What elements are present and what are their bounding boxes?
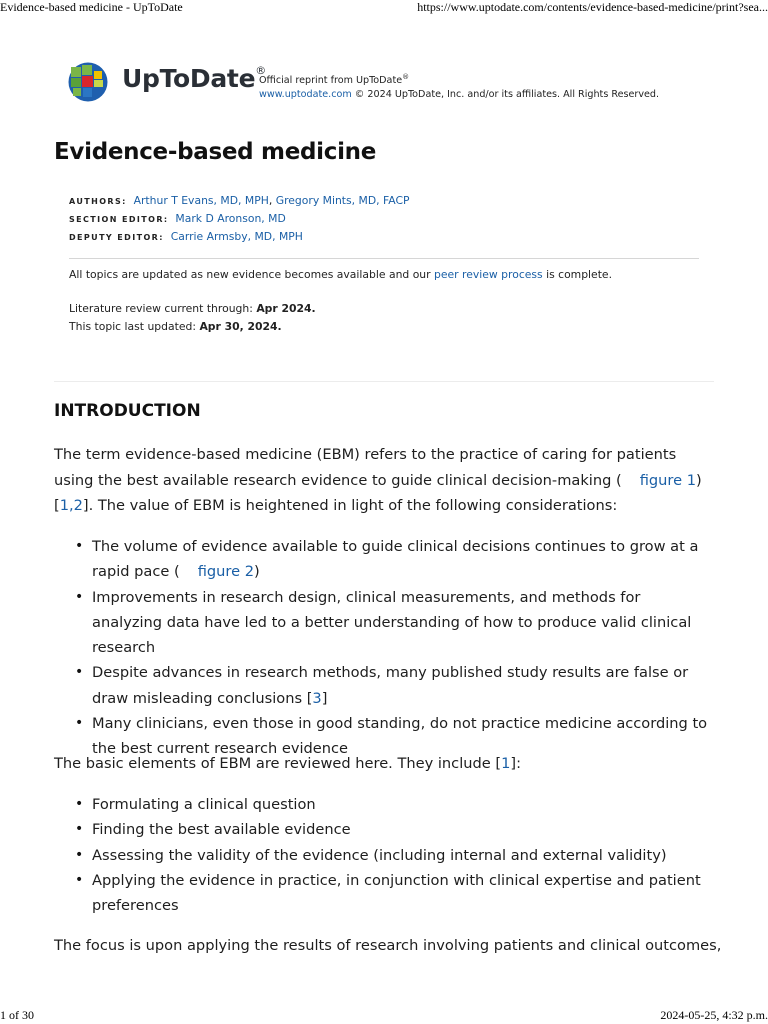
print-footer: [0, 1008, 768, 1024]
list-item: • Assessing the validity of the evidence (including internal and external validity): [72, 843, 712, 868]
considerations-list: [72, 534, 712, 762]
list-item: • Finding the best available evidence: [72, 817, 712, 842]
list-item: • Improvements in research design, clinical measurements, and methods for analyzing data have led to a better understanding of how to produce valid clinical research: [72, 585, 712, 661]
focus-paragraph: The focus is upon applying the results of research involving patients and clinical outcomes,: [54, 937, 722, 954]
brand-wordmark: UpToDate®: [122, 63, 266, 93]
reference-link[interactable]: 1: [501, 755, 511, 772]
figure-link[interactable]: figure 1: [639, 471, 697, 489]
print-page-title: Evidence-based medicine - UpToDate: [0, 0, 183, 14]
update-notice: All topics are updated as new evidence becomes available and our peer review process is complete.: [69, 268, 613, 281]
deputy-editor-link[interactable]: Carrie Armsby, MD, MPH: [170, 230, 303, 243]
list-item: • The volume of evidence available to guide clinical decisions continues to grow at a rapid pace ( figure 2): [72, 534, 712, 585]
page-title: Evidence-based medicine: [54, 139, 377, 165]
section-heading: INTRODUCTION: [54, 401, 201, 421]
list-item: • Applying the evidence in practice, in conjunction with clinical expertise and patient preferences: [72, 868, 712, 919]
list-item: • Formulating a clinical question: [72, 792, 712, 817]
site-link[interactable]: www.uptodate.com: [259, 89, 352, 101]
figure-link[interactable]: figure 2: [197, 563, 255, 581]
reference-link[interactable]: 3: [312, 689, 322, 707]
divider: [54, 381, 714, 382]
credits-block: AUTHORS: Arthur T Evans, MD, MPH, Gregory Mints, MD, FACP SECTION EDITOR: Mark D Aronson, MD DEPUTY EDITOR: Carrie Armsby, MD, MPH: [69, 194, 410, 243]
print-header: [0, 0, 768, 16]
print-datetime: 2024-05-25, 4:32 p.m.: [660, 1008, 768, 1022]
literature-review-info: Literature review current through: Apr 2024. This topic last updated: Apr 30, 2024.: [69, 302, 316, 333]
author-link[interactable]: Arthur T Evans, MD, MPH: [133, 194, 269, 207]
intro-paragraph: The term evidence-based medicine (EBM) refers to the practice of caring for patients using the best available research evidence to guide clinical decision-making ( figure 1) [1,2]. The value of EBM is heightened in light of the following considerations:: [54, 446, 702, 514]
peer-review-link[interactable]: peer review process: [434, 268, 543, 281]
elements-list: [72, 792, 712, 918]
section-editor-link[interactable]: Mark D Aronson, MD: [175, 212, 286, 225]
list-item: • Many clinicians, even those in good standing, do not practice medicine according to the best current research evidence: [72, 711, 712, 762]
author-link[interactable]: Gregory Mints, MD, FACP: [275, 194, 410, 207]
reprint-notice: Official reprint from UpToDate® www.uptodate.com © 2024 UpToDate, Inc. and/or its affiliates. All Rights Reserved.: [259, 73, 660, 101]
divider: [69, 258, 699, 259]
list-item: • Despite advances in research methods, many published study results are false or draw misleading conclusions [3]: [72, 660, 712, 711]
elements-paragraph: The basic elements of EBM are reviewed here. They include [1]:: [54, 755, 521, 772]
page-number: 1 of 30: [0, 1008, 34, 1022]
reference-link[interactable]: 1,2: [59, 497, 83, 514]
print-url: https://www.uptodate.com/contents/evidence-based-medicine/print?sea...: [417, 0, 768, 14]
uptodate-logo-icon: [68, 62, 108, 102]
